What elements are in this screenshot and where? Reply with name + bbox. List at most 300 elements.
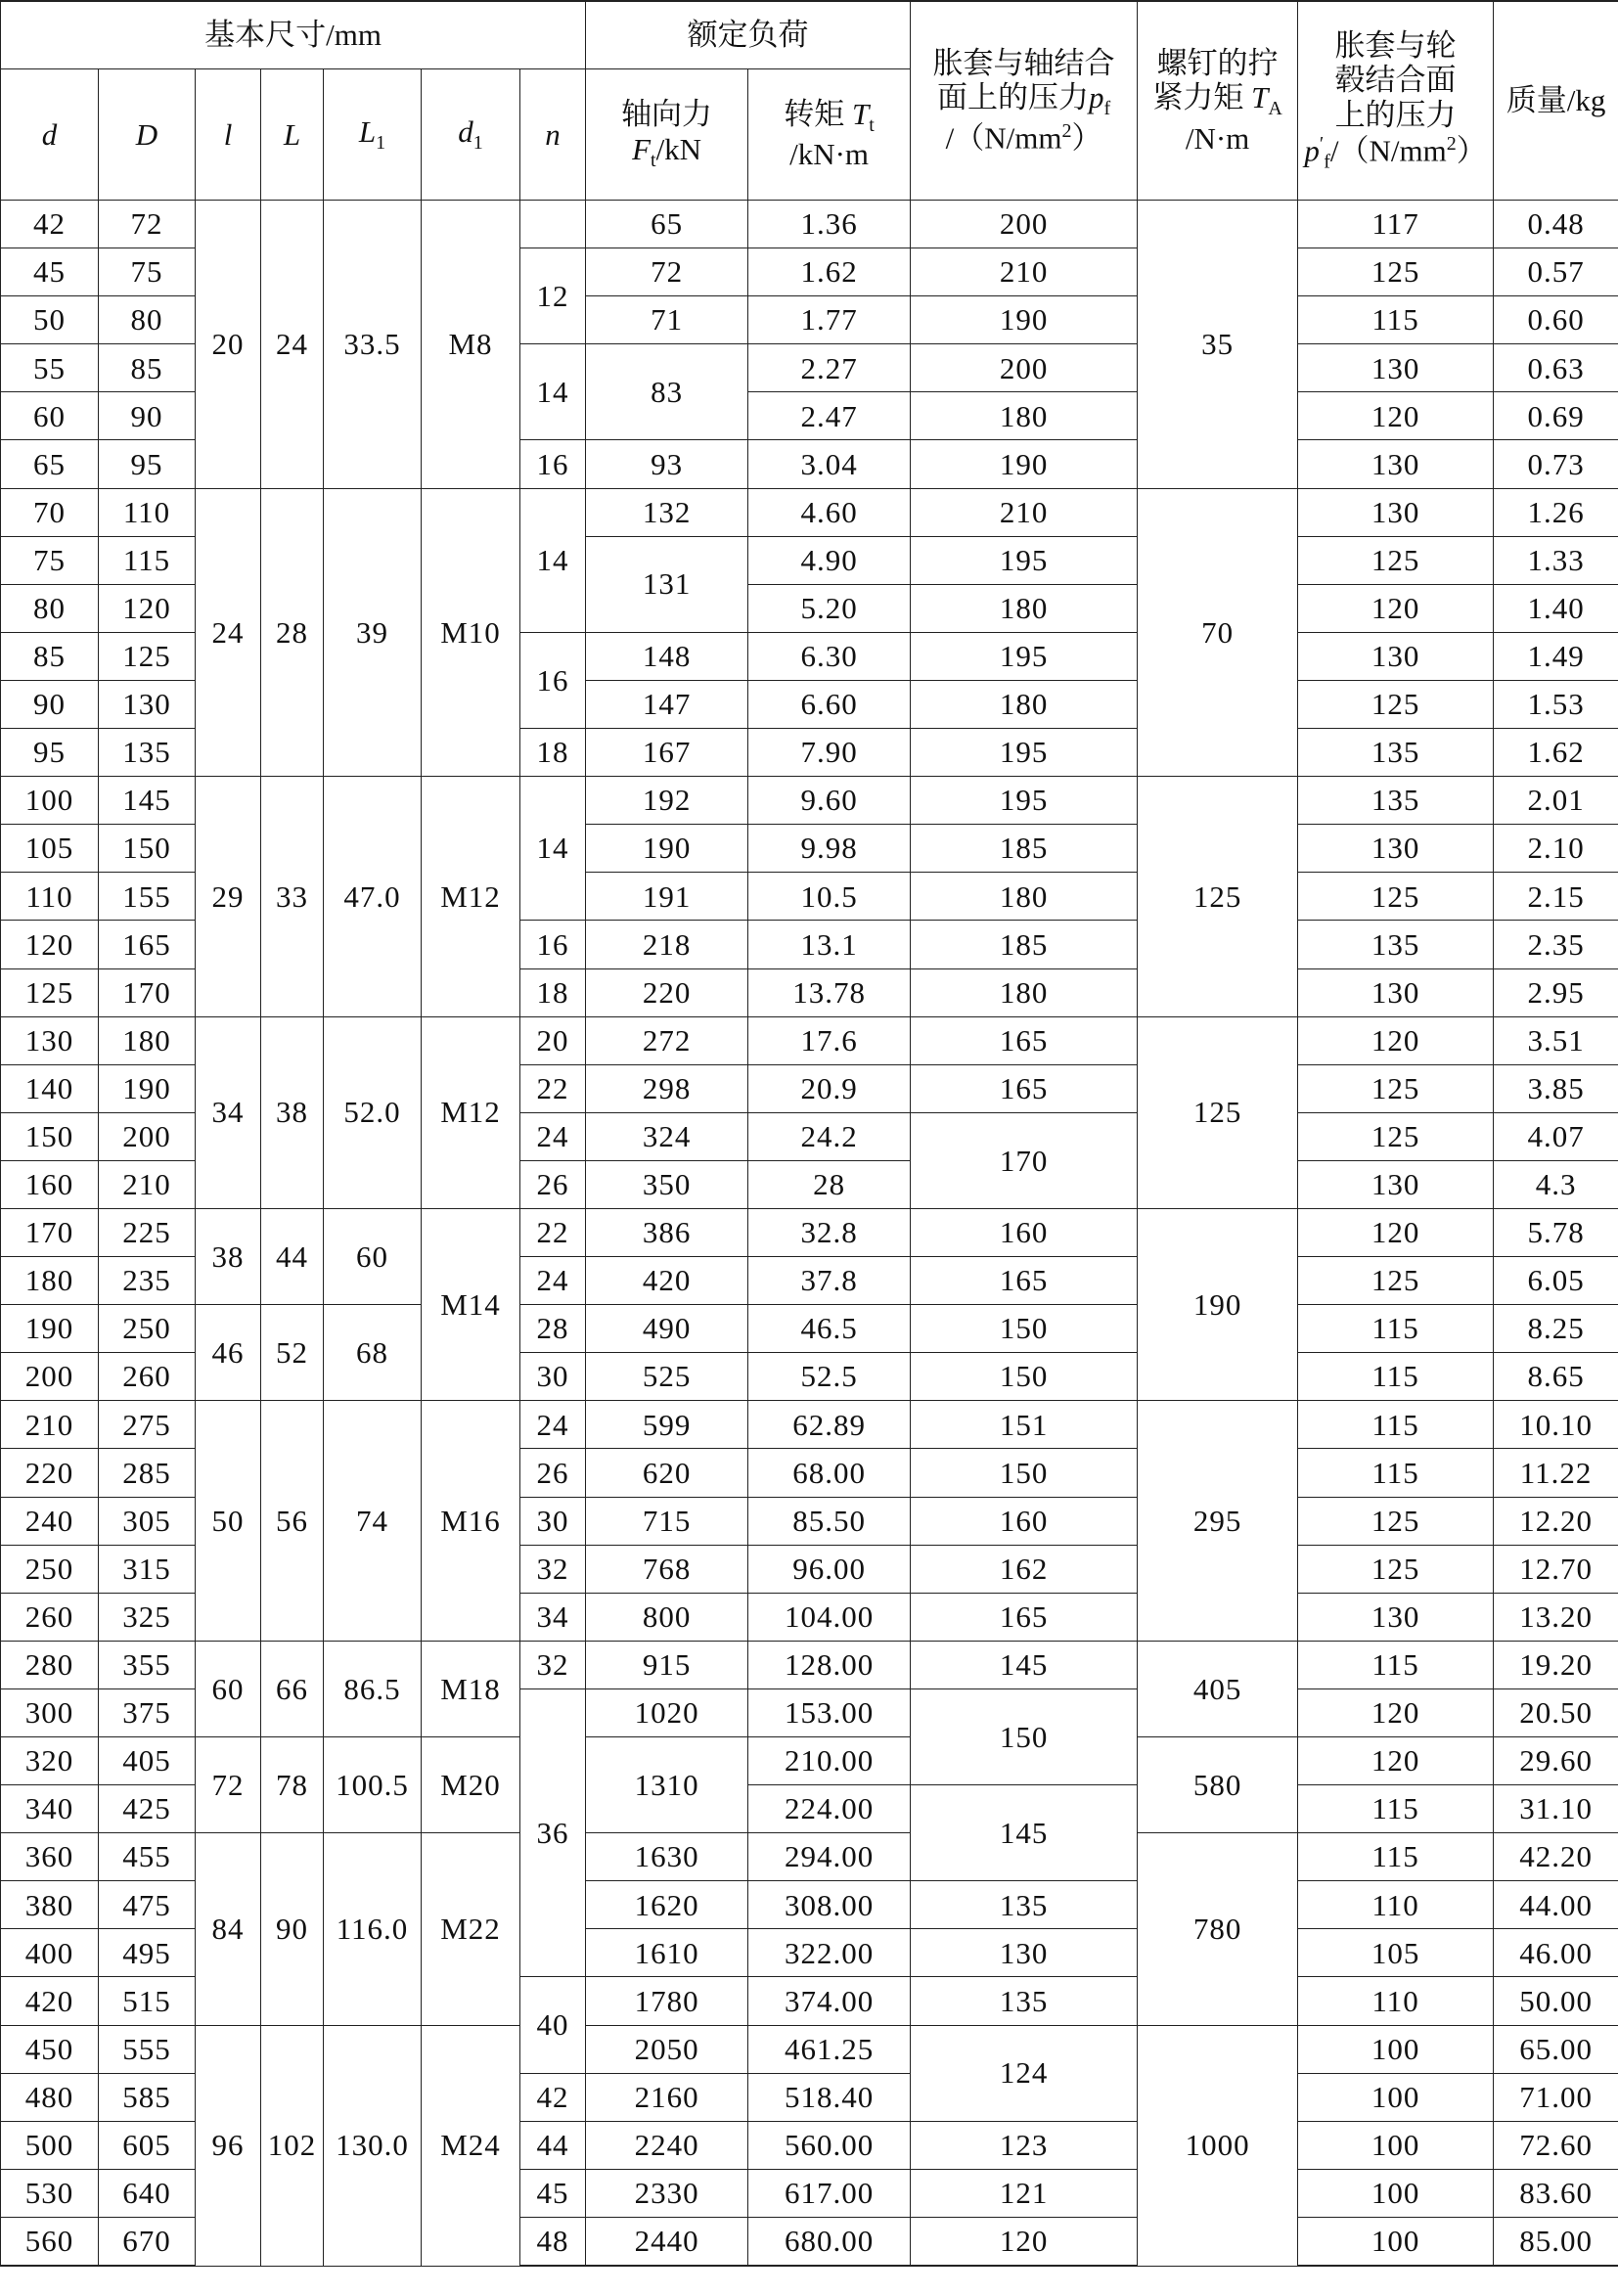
- table-cell: 65: [586, 201, 748, 248]
- table-cell: 800: [586, 1593, 748, 1641]
- table-cell: 780: [1138, 1833, 1298, 2025]
- table-cell: 130: [1298, 488, 1494, 536]
- table-cell: 38: [196, 1208, 261, 1304]
- table-cell: 60: [196, 1641, 261, 1736]
- table-cell: 560: [1, 2217, 99, 2266]
- table-cell: 125: [1, 968, 99, 1016]
- table-cell: 1.40: [1494, 584, 1618, 632]
- table-cell: 96: [196, 2025, 261, 2266]
- table-cell: 210: [911, 488, 1138, 536]
- table-cell: 130: [1298, 632, 1494, 680]
- table-cell: 2440: [586, 2217, 748, 2266]
- table-cell: 74: [324, 1401, 422, 1641]
- table-cell: 72: [196, 1737, 261, 1833]
- table-cell: 20: [196, 201, 261, 489]
- table-cell: 6.30: [748, 632, 911, 680]
- table-cell: 599: [586, 1401, 748, 1449]
- table-cell: 500: [1, 2121, 99, 2169]
- table-cell: 147: [586, 680, 748, 728]
- table-cell: 26: [520, 1449, 586, 1497]
- table-row: [1, 777, 1618, 825]
- table-cell: 115: [1298, 1641, 1494, 1688]
- table-cell: 104.00: [748, 1593, 911, 1641]
- table-cell: 131: [586, 536, 748, 632]
- table-cell: 115: [99, 536, 196, 584]
- table-cell: 617.00: [748, 2169, 911, 2217]
- table-cell: 42: [1, 201, 99, 248]
- table-cell: 490: [586, 1305, 748, 1353]
- header-mass: 质量/kg: [1494, 1, 1618, 201]
- table-cell: 151: [911, 1401, 1138, 1449]
- table-cell: 7.90: [748, 729, 911, 777]
- table-cell: 12.20: [1494, 1497, 1618, 1545]
- table-cell: 125: [1298, 1545, 1494, 1593]
- table-cell: 180: [911, 680, 1138, 728]
- header-L: L: [261, 69, 324, 201]
- table-cell: M22: [422, 1833, 520, 2025]
- table-cell: 0.69: [1494, 392, 1618, 440]
- table-cell: 22: [520, 1064, 586, 1112]
- table-cell: 0.60: [1494, 296, 1618, 344]
- table-cell: 153.00: [748, 1688, 911, 1736]
- table-cell: 170: [99, 968, 196, 1016]
- table-cell: 150: [99, 825, 196, 873]
- table-cell: 0.57: [1494, 248, 1618, 296]
- table-cell: 135: [911, 1977, 1138, 2025]
- table-cell: 560.00: [748, 2121, 911, 2169]
- header-D: D: [99, 69, 196, 201]
- table-cell: 165: [911, 1257, 1138, 1305]
- table-cell: 100: [1298, 2073, 1494, 2121]
- table-cell: 100: [1298, 2169, 1494, 2217]
- table-cell: 100: [1298, 2121, 1494, 2169]
- table-cell: 210.00: [748, 1737, 911, 1785]
- table-cell: 4.60: [748, 488, 911, 536]
- table-cell: 0.73: [1494, 440, 1618, 488]
- table-cell: 375: [99, 1688, 196, 1736]
- table-cell: 28: [748, 1160, 911, 1208]
- table-cell: 95: [1, 729, 99, 777]
- table-cell: 125: [1298, 536, 1494, 584]
- table-cell: 195: [911, 777, 1138, 825]
- table-cell: 1.36: [748, 201, 911, 248]
- table-row: [1, 1737, 1618, 1785]
- table-cell: 1.26: [1494, 488, 1618, 536]
- header-basic-dims: 基本尺寸/mm: [1, 1, 586, 69]
- table-cell: 298: [586, 1064, 748, 1112]
- table-cell: 224.00: [748, 1785, 911, 1833]
- table-cell: 115: [1298, 1449, 1494, 1497]
- table-cell: 72.60: [1494, 2121, 1618, 2169]
- table-cell: 4.3: [1494, 1160, 1618, 1208]
- table-cell: 52: [261, 1305, 324, 1401]
- table-cell: 66: [261, 1641, 324, 1736]
- table-cell: 14: [520, 344, 586, 440]
- table-cell: 20.50: [1494, 1688, 1618, 1736]
- table-cell: 110: [1, 873, 99, 921]
- table-cell: 220: [586, 968, 748, 1016]
- table-cell: 24.2: [748, 1112, 911, 1160]
- table-cell: 75: [1, 536, 99, 584]
- table-cell: 620: [586, 1449, 748, 1497]
- table-cell: 42.20: [1494, 1833, 1618, 1881]
- table-cell: 44: [520, 2121, 586, 2169]
- table-cell: 52.0: [324, 1016, 422, 1208]
- table-cell: 155: [99, 873, 196, 921]
- table-cell: 380: [1, 1881, 99, 1929]
- table-cell: 42: [520, 2073, 586, 2121]
- table-cell: 128.00: [748, 1641, 911, 1688]
- table-cell: 48: [520, 2217, 586, 2266]
- table-cell: 8.65: [1494, 1353, 1618, 1401]
- table-cell: 86.5: [324, 1641, 422, 1736]
- table-cell: 150: [911, 1688, 1138, 1784]
- table-cell: 120: [1, 921, 99, 968]
- table-cell: 16: [520, 632, 586, 728]
- table-cell: 150: [911, 1353, 1138, 1401]
- table-cell: 3.85: [1494, 1064, 1618, 1112]
- table-cell: 190: [1, 1305, 99, 1353]
- table-cell: 461.25: [748, 2025, 911, 2073]
- table-cell: 715: [586, 1497, 748, 1545]
- table-cell: 308.00: [748, 1881, 911, 1929]
- table-cell: 68.00: [748, 1449, 911, 1497]
- table-cell: 3.51: [1494, 1016, 1618, 1064]
- table-cell: 125: [1298, 248, 1494, 296]
- table-cell: 13.78: [748, 968, 911, 1016]
- header-torque: 转矩 $T_t$ /kN·m: [748, 69, 911, 201]
- table-cell: M16: [422, 1401, 520, 1641]
- table-cell: 386: [586, 1208, 748, 1256]
- table-cell: 195: [911, 632, 1138, 680]
- table-cell: 135: [99, 729, 196, 777]
- table-cell: 56: [261, 1401, 324, 1641]
- table-cell: 250: [1, 1545, 99, 1593]
- table-cell: 90: [261, 1833, 324, 2025]
- table-cell: 294.00: [748, 1833, 911, 1881]
- table-cell: 125: [1298, 1112, 1494, 1160]
- table-cell: 28: [520, 1305, 586, 1353]
- table-cell: 83.60: [1494, 2169, 1618, 2217]
- table-cell: 44: [261, 1208, 324, 1304]
- table-cell: 150: [911, 1449, 1138, 1497]
- table-cell: 90: [1, 680, 99, 728]
- table-cell: 28: [261, 488, 324, 777]
- table-cell: 120: [1298, 392, 1494, 440]
- table-cell: 85: [1, 632, 99, 680]
- table-cell: 35: [1138, 201, 1298, 489]
- table-cell: 20: [520, 1016, 586, 1064]
- table-cell: 19.20: [1494, 1641, 1618, 1688]
- table-cell: 2160: [586, 2073, 748, 2121]
- table-cell: 140: [1, 1064, 99, 1112]
- table-cell: 450: [1, 2025, 99, 2073]
- table-cell: 120: [911, 2217, 1138, 2266]
- table-cell: 2.15: [1494, 873, 1618, 921]
- table-cell: 12.70: [1494, 1545, 1618, 1593]
- table-cell: 24: [261, 201, 324, 489]
- header-l: l: [196, 69, 261, 201]
- table-cell: 29.60: [1494, 1737, 1618, 1785]
- table-cell: 135: [911, 1881, 1138, 1929]
- table-cell: 130.0: [324, 2025, 422, 2266]
- table-cell: 1610: [586, 1929, 748, 1977]
- table-cell: 915: [586, 1641, 748, 1688]
- header-sleeve-shaft-pressure: 胀套与轴结合 面上的压力$p_f$ $/(N/mm^2)$: [911, 1, 1138, 201]
- table-cell: 50: [196, 1401, 261, 1641]
- table-cell: 9.60: [748, 777, 911, 825]
- table-cell: 130: [1298, 344, 1494, 392]
- table-cell: 125: [1298, 1497, 1494, 1545]
- table-cell: 24: [520, 1112, 586, 1160]
- table-cell: 180: [911, 584, 1138, 632]
- table-cell: 1020: [586, 1688, 748, 1736]
- table-cell: 5.20: [748, 584, 911, 632]
- table-cell: 18: [520, 968, 586, 1016]
- table-cell: 640: [99, 2169, 196, 2217]
- table-cell: 518.40: [748, 2073, 911, 2121]
- table-cell: 16: [520, 440, 586, 488]
- table-cell: M20: [422, 1737, 520, 1833]
- table-cell: 9.98: [748, 825, 911, 873]
- table-cell: 150: [1, 1112, 99, 1160]
- table-cell: 218: [586, 921, 748, 968]
- table-cell: 62.89: [748, 1401, 911, 1449]
- table-cell: 36: [520, 1688, 586, 1977]
- table-cell: 85: [99, 344, 196, 392]
- table-cell: 55: [1, 344, 99, 392]
- table-cell: 2330: [586, 2169, 748, 2217]
- table-cell: 195: [911, 536, 1138, 584]
- table-cell: 6.05: [1494, 1257, 1618, 1305]
- table-cell: 22: [520, 1208, 586, 1256]
- table-cell: 260: [1, 1593, 99, 1641]
- table-cell: 96.00: [748, 1545, 911, 1593]
- table-cell: 240: [1, 1497, 99, 1545]
- table-cell: 2.35: [1494, 921, 1618, 968]
- table-cell: 120: [1298, 1688, 1494, 1736]
- table-cell: 115: [1298, 1353, 1494, 1401]
- table-row: [1, 1641, 1618, 1688]
- table-cell: 1310: [586, 1737, 748, 1833]
- table-cell: 38: [261, 1016, 324, 1208]
- table-cell: 125: [1298, 680, 1494, 728]
- table-cell: 120: [1298, 584, 1494, 632]
- table-cell: 16: [520, 921, 586, 968]
- table-cell: 100: [1298, 2025, 1494, 2073]
- table-cell: 100: [1, 777, 99, 825]
- table-cell: 190: [586, 825, 748, 873]
- table-cell: 670: [99, 2217, 196, 2266]
- table-cell: 340: [1, 1785, 99, 1833]
- table-cell: 400: [1, 1929, 99, 1977]
- table-cell: 180: [99, 1016, 196, 1064]
- table-cell: 39: [324, 488, 422, 777]
- table-cell: 320: [1, 1737, 99, 1785]
- table-cell: 20.9: [748, 1064, 911, 1112]
- table-cell: 605: [99, 2121, 196, 2169]
- table-cell: 2.95: [1494, 968, 1618, 1016]
- table-cell: 68: [324, 1305, 422, 1401]
- table-cell: 50: [1, 296, 99, 344]
- table-cell: 525: [586, 1353, 748, 1401]
- table-cell: 210: [1, 1401, 99, 1449]
- table-cell: 455: [99, 1833, 196, 1881]
- table-cell: 185: [911, 921, 1138, 968]
- table-cell: 125: [1298, 1257, 1494, 1305]
- table-cell: 300: [1, 1688, 99, 1736]
- table-cell: 145: [911, 1641, 1138, 1688]
- table-cell: 125: [99, 632, 196, 680]
- table-cell: 275: [99, 1401, 196, 1449]
- table-cell: 18: [520, 729, 586, 777]
- table-cell: 3.04: [748, 440, 911, 488]
- header-L1: $L_1$: [324, 69, 422, 201]
- table-cell: 295: [1138, 1401, 1298, 1641]
- table-cell: 115: [1298, 1833, 1494, 1881]
- table-cell: 85.50: [748, 1497, 911, 1545]
- table-cell: 350: [586, 1160, 748, 1208]
- table-cell: 80: [1, 584, 99, 632]
- table-cell: 85.00: [1494, 2217, 1618, 2266]
- table-cell: 1.77: [748, 296, 911, 344]
- table-cell: 110: [1298, 1977, 1494, 2025]
- table-cell: 180: [1, 1257, 99, 1305]
- table-cell: 170: [1, 1208, 99, 1256]
- table-cell: 72: [99, 201, 196, 248]
- table-cell: 167: [586, 729, 748, 777]
- table-cell: 580: [1138, 1737, 1298, 1833]
- table-cell: 180: [911, 392, 1138, 440]
- header-sleeve-hub-pressure: 胀套与轮 毂结合面 上的压力 $p'_f/(N/mm^2)$: [1298, 1, 1494, 201]
- table-cell: 75: [99, 248, 196, 296]
- table-cell: 33.5: [324, 201, 422, 489]
- table-cell: 34: [196, 1016, 261, 1208]
- table-cell: 1.62: [748, 248, 911, 296]
- table-cell: 190: [911, 296, 1138, 344]
- header-rated-load: 额定负荷: [586, 1, 911, 69]
- table-cell: 100.5: [324, 1737, 422, 1833]
- table-row: [1, 1208, 1618, 1256]
- table-cell: 210: [911, 248, 1138, 296]
- table-cell: 90: [99, 392, 196, 440]
- table-cell: 24: [520, 1257, 586, 1305]
- table-cell: 29: [196, 777, 261, 1016]
- table-cell: 160: [911, 1497, 1138, 1545]
- table-cell: 130: [1298, 825, 1494, 873]
- table-cell: 110: [99, 488, 196, 536]
- table-cell: 125: [1298, 873, 1494, 921]
- table-cell: 100: [1298, 2217, 1494, 2266]
- table-cell: 200: [911, 201, 1138, 248]
- table-cell: 135: [1298, 777, 1494, 825]
- table-cell: 93: [586, 440, 748, 488]
- table-cell: 120: [99, 584, 196, 632]
- table-cell: 495: [99, 1929, 196, 1977]
- table-cell: 280: [1, 1641, 99, 1688]
- table-cell: 0.63: [1494, 344, 1618, 392]
- table-cell: 33: [261, 777, 324, 1016]
- table-cell: 135: [1298, 921, 1494, 968]
- table-cell: 191: [586, 873, 748, 921]
- table-cell: 355: [99, 1641, 196, 1688]
- table-cell: 115: [1298, 1305, 1494, 1353]
- table-cell: 24: [520, 1401, 586, 1449]
- table-cell: 30: [520, 1353, 586, 1401]
- table-cell: M14: [422, 1208, 520, 1400]
- table-cell: 120: [1298, 1016, 1494, 1064]
- table-cell: 165: [911, 1593, 1138, 1641]
- table-cell: 420: [586, 1257, 748, 1305]
- table-cell: 70: [1, 488, 99, 536]
- table-cell: 1.49: [1494, 632, 1618, 680]
- table-cell: 162: [911, 1545, 1138, 1593]
- table-cell: 102: [261, 2025, 324, 2266]
- table-cell: 180: [911, 873, 1138, 921]
- table-cell: 60: [324, 1208, 422, 1304]
- table-cell: 30: [520, 1497, 586, 1545]
- table-cell: 160: [1, 1160, 99, 1208]
- table-cell: [520, 201, 586, 248]
- table-cell: 11.22: [1494, 1449, 1618, 1497]
- table-cell: 14: [520, 777, 586, 921]
- header-axial-force: 轴向力 $F_t/kN$: [586, 69, 748, 201]
- table-cell: M12: [422, 777, 520, 1016]
- table-cell: 1780: [586, 1977, 748, 2025]
- table-cell: 115: [1298, 1785, 1494, 1833]
- table-cell: 8.25: [1494, 1305, 1618, 1353]
- table-cell: 45: [520, 2169, 586, 2217]
- table-cell: 200: [99, 1112, 196, 1160]
- table-cell: 405: [1138, 1641, 1298, 1736]
- table-cell: 71: [586, 296, 748, 344]
- table-cell: 322.00: [748, 1929, 911, 1977]
- table-cell: 10.10: [1494, 1401, 1618, 1449]
- table-cell: 1.53: [1494, 680, 1618, 728]
- table-cell: 105: [1, 825, 99, 873]
- table-cell: 32: [520, 1641, 586, 1688]
- table-cell: 250: [99, 1305, 196, 1353]
- table-cell: M8: [422, 201, 520, 489]
- table-cell: 4.07: [1494, 1112, 1618, 1160]
- table-cell: 200: [1, 1353, 99, 1401]
- table-cell: 46.00: [1494, 1929, 1618, 1977]
- table-cell: 2.47: [748, 392, 911, 440]
- table-cell: 185: [911, 825, 1138, 873]
- table-cell: 17.6: [748, 1016, 911, 1064]
- table-cell: M12: [422, 1016, 520, 1208]
- table-cell: 160: [911, 1208, 1138, 1256]
- table-cell: 37.8: [748, 1257, 911, 1305]
- table-cell: 195: [911, 729, 1138, 777]
- table-cell: 2240: [586, 2121, 748, 2169]
- table-cell: 220: [1, 1449, 99, 1497]
- table-cell: 145: [911, 1785, 1138, 1881]
- table-cell: 52.5: [748, 1353, 911, 1401]
- table-header: [1, 1, 1618, 201]
- table-cell: 26: [520, 1160, 586, 1208]
- table-cell: 78: [261, 1737, 324, 1833]
- table-cell: 170: [911, 1112, 1138, 1208]
- table-cell: 1620: [586, 1881, 748, 1929]
- table-cell: 680.00: [748, 2217, 911, 2266]
- table-cell: 768: [586, 1545, 748, 1593]
- table-cell: 1.62: [1494, 729, 1618, 777]
- table-cell: 115: [1298, 1401, 1494, 1449]
- table-cell: 425: [99, 1785, 196, 1833]
- table-cell: 47.0: [324, 777, 422, 1016]
- table-cell: 123: [911, 2121, 1138, 2169]
